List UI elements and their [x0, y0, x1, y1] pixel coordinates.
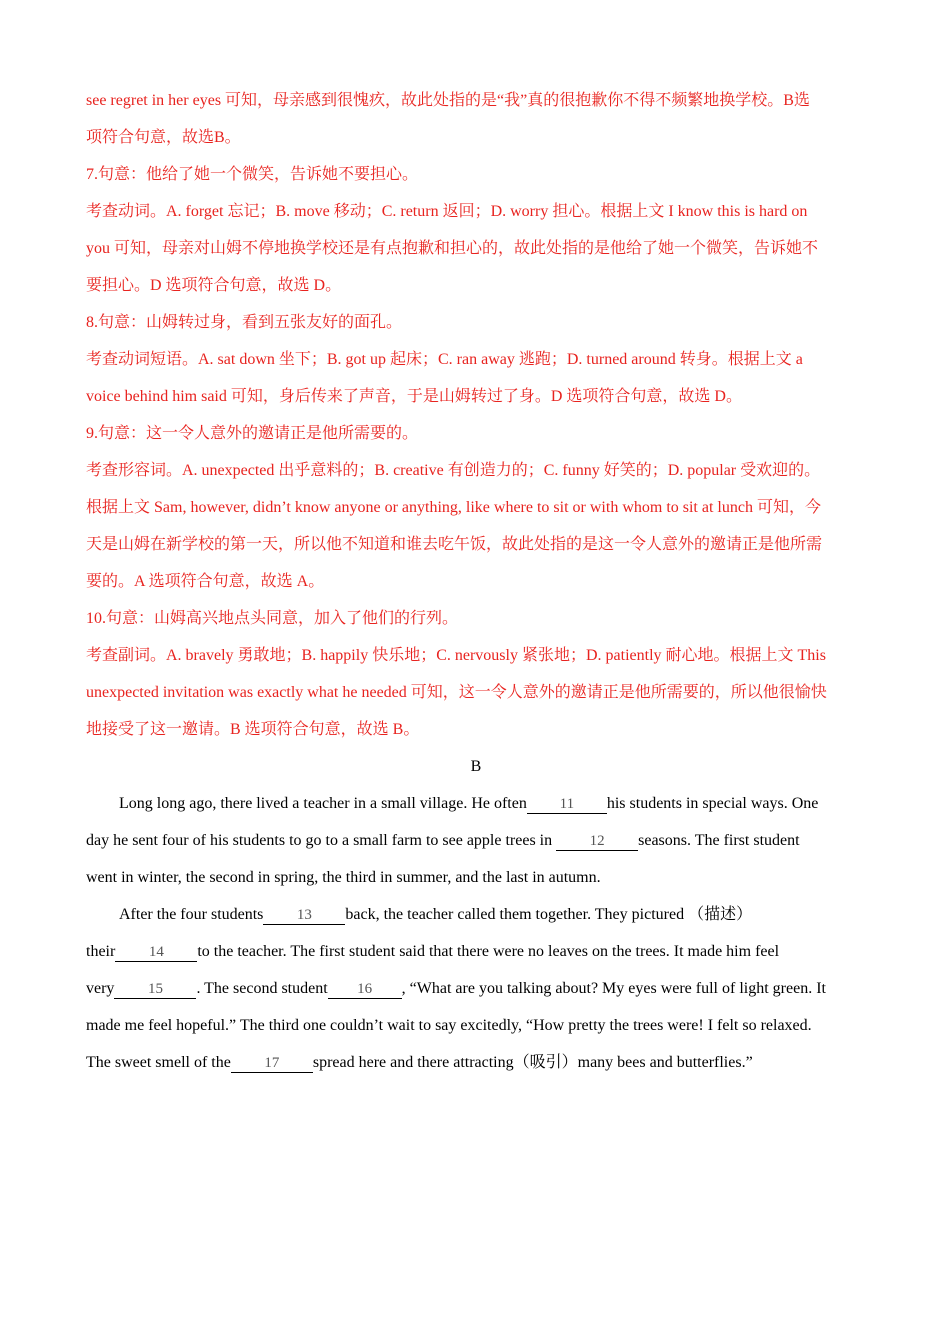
- explanation-line: you 可知，母亲对山姆不停地换学校还是有点抱歉和担心的，故此处指的是他给了她一个微笑，告诉她不: [86, 240, 819, 257]
- explanation-line: 考查形容词。A. unexpected 出乎意料的；B. creative 有创造力的；C. funny 好笑的；D. popular 受欢迎的。: [86, 462, 821, 479]
- explanation-line: 7.句意：他给了她一个微笑，告诉她不要担心。: [86, 166, 419, 183]
- passage-text: their: [86, 943, 116, 960]
- passage-text: his students in special ways. One: [606, 795, 819, 812]
- explanation-line: 要的。A 选项符合句意，故选 A。: [86, 573, 325, 590]
- explanation-line: 天是山姆在新学校的第一天，所以他不知道和谁去吃午饭，故此处指的是这一令人意外的邀请正是他所需: [86, 536, 823, 553]
- answer-explanations: [86, 82, 866, 748]
- explanation-line: 8.句意：山姆转过身，看到五张友好的面孔。: [86, 314, 403, 331]
- explanation-line: 考查副词。A. bravely 勇敢地；B. happily 快乐地；C. nervously 紧张地；D. patiently 耐心地。根据上文 This: [86, 647, 826, 664]
- passage-text: to the teacher. The first student said that there were no leaves on the trees. It made him feel: [197, 943, 780, 960]
- passage-line: [86, 822, 866, 859]
- passage-text: seasons. The first student: [638, 832, 800, 849]
- passage-line: [86, 970, 866, 1007]
- explanation-line: 地接受了这一邀请。B 选项符合句意，故选 B。: [86, 721, 420, 738]
- blank-15: 15: [114, 980, 196, 999]
- passage-text: made me feel hopeful.” The third one couldn’t wait to say excitedly, “How pretty the trees were! I felt so relaxed.: [86, 1017, 812, 1034]
- passage-line: [86, 933, 866, 970]
- passage-text: Long long ago, there lived a teacher in a small village. He often: [119, 795, 527, 812]
- explanation-line: see regret in her eyes 可知，母亲感到很愧疚，故此处指的是“我”真的很抱歉你不得不频繁地换学校。B选: [86, 92, 810, 109]
- passage-line: [86, 859, 866, 896]
- explanation-line: 9.句意：这一令人意外的邀请正是他所需要的。: [86, 425, 419, 442]
- passage-line: [86, 1044, 866, 1081]
- explanation-line: 考查动词。A. forget 忘记；B. move 移动；C. return 返回；D. worry 担心。根据上文 I know this is hard on: [86, 203, 808, 220]
- passage-text: . The second student: [196, 980, 328, 997]
- passage-text: day he sent four of his students to go to a small farm to see apple trees in: [86, 832, 557, 849]
- blank-11: 11: [527, 795, 607, 814]
- blank-13: 13: [263, 906, 345, 925]
- passage-text: , “What are you talking about? My eyes were full of light green. It: [401, 980, 826, 997]
- passage-text: The sweet smell of the: [86, 1054, 231, 1071]
- passage-text: After the four students: [119, 906, 264, 923]
- section-title: B: [470, 758, 482, 775]
- passage-line: [86, 896, 866, 933]
- blank-16: 16: [328, 980, 402, 999]
- explanation-line: 项符合句意，故选B。: [86, 129, 241, 146]
- blank-17: 17: [231, 1054, 313, 1073]
- passage-text: spread here and there attracting（吸引）many bees and butterflies.”: [312, 1054, 753, 1071]
- passage-text: went in winter, the second in spring, the third in summer, and the last in autumn.: [86, 869, 601, 886]
- explanation-line: voice behind him said 可知，身后传来了声音，于是山姆转过了身。D 选项符合句意，故选 D。: [86, 388, 742, 405]
- blank-14: 14: [115, 943, 197, 962]
- passage-text: back, the teacher called them together. They pictured （描述）: [345, 906, 753, 923]
- explanation-line: 要担心。D 选项符合句意，故选 D。: [86, 277, 342, 294]
- passage-text: very: [86, 980, 115, 997]
- explanation-line: unexpected invitation was exactly what he needed 可知，这一令人意外的邀请正是他所需要的，所以他很愉快: [86, 684, 827, 701]
- passage-line: [86, 785, 866, 822]
- explanation-line: 10.句意：山姆高兴地点头同意，加入了他们的行列。: [86, 610, 459, 627]
- explanation-line: 考查动词短语。A. sat down 坐下；B. got up 起床；C. ran away 逃跑；D. turned around 转身。根据上文 a: [86, 351, 803, 368]
- explanation-line: 根据上文 Sam, however, didn’t know anyone or anything, like where to sit or with whom to sit at lunch 可知，今: [86, 499, 821, 516]
- blank-12: 12: [556, 832, 638, 851]
- cloze-passage: [86, 785, 866, 1081]
- document-page: [86, 82, 866, 1081]
- passage-line: [86, 1007, 866, 1044]
